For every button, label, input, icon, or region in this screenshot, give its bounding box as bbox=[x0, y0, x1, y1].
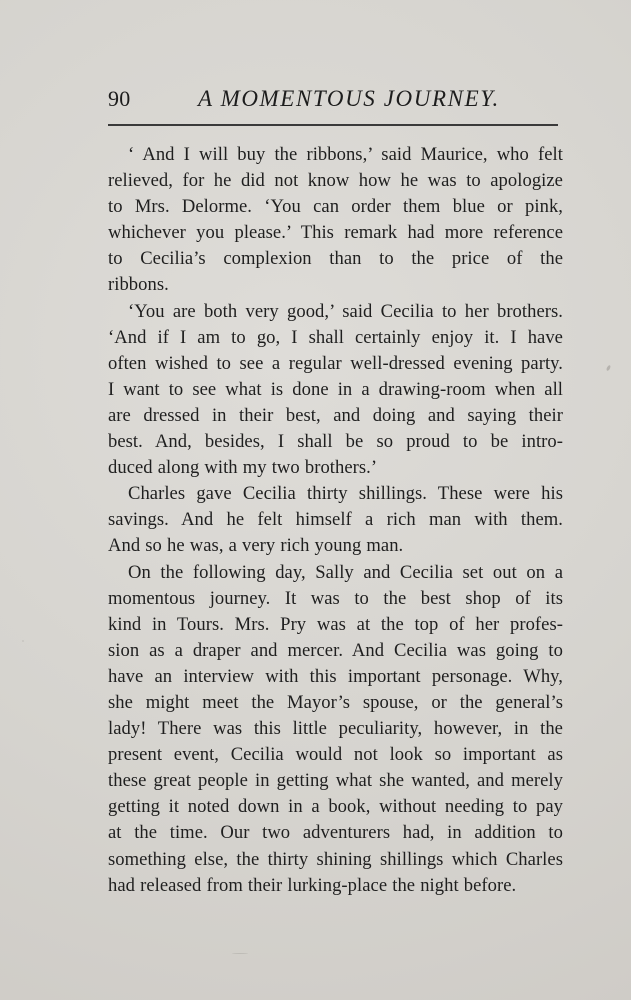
text-line: duced along with my two brothers.’ bbox=[108, 457, 378, 479]
text-line: sion as a draper and mercer. And Cecilia was going to bbox=[108, 639, 563, 661]
paragraph-3 bbox=[108, 481, 563, 559]
page-number: 90 bbox=[108, 86, 131, 111]
text-line: ribbons. bbox=[108, 274, 169, 296]
header-rule bbox=[108, 124, 558, 126]
text-line: I want to see what is done in a drawing-room when all bbox=[108, 378, 563, 400]
text-line: ‘ And I will buy the ribbons,’ said Maurice, who felt bbox=[128, 144, 563, 165]
text-line: Charles gave Cecilia thirty shillings. These were his bbox=[128, 483, 563, 505]
paragraph-2 bbox=[108, 299, 563, 482]
text-line: lady! There was this little peculiarity, however, in the bbox=[108, 718, 563, 740]
text-line: On the following day, Sally and Cecilia set out on a bbox=[128, 561, 563, 583]
text-line: whichever you please.’ This remark had more reference bbox=[108, 222, 563, 244]
running-title: A MOMENTOUS JOURNEY. bbox=[198, 86, 500, 111]
text-line: best. And, besides, I shall be so proud to be intro- bbox=[108, 431, 563, 453]
paper-speck bbox=[22, 640, 24, 642]
book-text bbox=[108, 142, 563, 899]
text-line: are dressed in their best, and doing and saying their bbox=[108, 404, 563, 426]
paragraph-4 bbox=[108, 560, 563, 899]
text-line: momentous journey. It was to the best shop of its bbox=[108, 587, 563, 609]
paragraph-1 bbox=[108, 142, 563, 299]
text-line: ‘You are both very good,’ said Cecilia to her brothers. bbox=[128, 300, 563, 322]
text-line: at the time. Our two adventurers had, in addition to bbox=[108, 822, 563, 844]
text-line: had released from their lurking-place the night before. bbox=[108, 874, 517, 896]
page-header bbox=[108, 86, 558, 122]
text-line: often wished to see a regular well-dressed evening party. bbox=[108, 352, 563, 374]
text-line: to Cecilia’s complexion than to the price of the bbox=[108, 248, 563, 270]
text-line: And so he was, a very rich young man. bbox=[108, 535, 404, 557]
paper-speck bbox=[606, 365, 611, 372]
text-line: present event, Cecilia would not look so important as bbox=[108, 744, 563, 766]
text-line: relieved, for he did not know how he was to apologize bbox=[108, 170, 563, 192]
text-line: savings. And he felt himself a rich man with them. bbox=[108, 509, 563, 531]
text-line: these great people in getting what she wanted, and merely bbox=[108, 770, 563, 792]
text-line: to Mrs. Delorme. ‘You can order them blue or pink, bbox=[108, 196, 563, 218]
text-line: have an interview with this important personage. Why, bbox=[108, 665, 563, 687]
text-line: she might meet the Mayor’s spouse, or the general’s bbox=[108, 691, 563, 713]
text-line: ‘And if I am to go, I shall certainly enjoy it. I have bbox=[108, 326, 563, 348]
paper-speck bbox=[232, 953, 248, 954]
text-line: something else, the thirty shining shillings which Charles bbox=[108, 848, 563, 870]
text-line: kind in Tours. Mrs. Pry was at the top of her profes- bbox=[108, 613, 563, 635]
text-line: getting it noted down in a book, without needing to pay bbox=[108, 796, 563, 818]
